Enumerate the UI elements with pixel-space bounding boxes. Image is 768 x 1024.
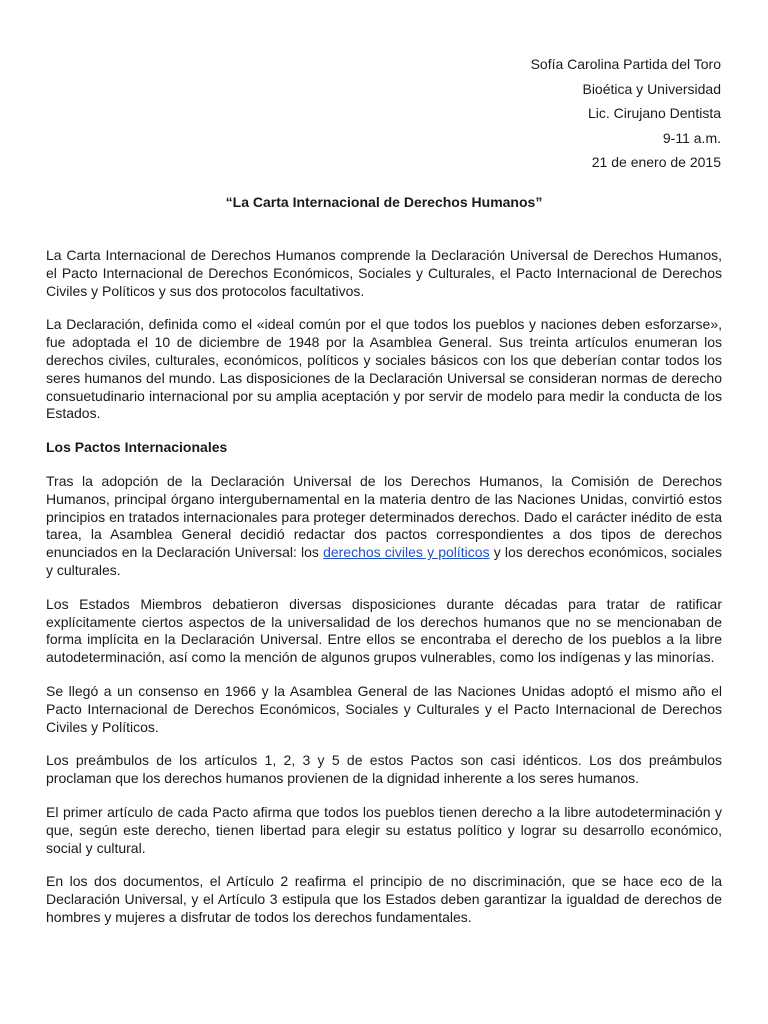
course-name: Bioética y Universidad [582,80,721,97]
document-title: “La Carta Internacional de Derechos Humanos” [225,194,543,210]
paragraph-article-two-three: En los dos documentos, el Artículo 2 reafirma el principio de no discriminación, que se hace eco de la Declaración Universal, y el Artículo 3 estipula que los Estados deben garantizar la igualdad de derechos de hombres y mujeres a disfrutar de todos los derechos fundamentales. [46,873,722,925]
program-name: Lic. Cirujano Dentista [587,105,721,121]
paragraph-member-states: Los Estados Miembros debatieron diversas disposiciones durante décadas para tratar de ratificar explícitamente ciertos aspectos de la universalidad de los derechos humanos que no se mencionaban de forma implícita en la Declaración Universal. Entre ellos se encontraba el derecho de los pueblos a la libre autodeterminación, así como la mención de algunos grupos vulnerables, como los indígenas y las minorías. [46,595,722,666]
paragraph-intro: La Carta Internacional de Derechos Humanos comprende la Declaración Universal de Derechos Humanos, el Pacto Internacional de Derechos Económicos, Sociales y Culturales, el Pacto Internacional de Derechos Civiles y Políticos y sus dos protocolos facultativos. [46,247,722,299]
document-date: 21 de enero de 2015 [591,154,721,170]
paragraph-first-article: El primer artículo de cada Pacto afirma que todos los pueblos tienen derecho a la libre autodeterminación y que, según este derecho, tienen libertad para elegir su estatus político y lograr su desarrollo económico, social y cultural. [46,803,722,856]
civil-political-rights-link[interactable]: derechos civiles y políticos [323,544,490,561]
paragraph-pacts [46,473,722,580]
paragraph-pacts-text-before: Tras la adopción de la Declaración Universal de los Derechos Humanos, la Comisión de Derechos Humanos, principal órgano intergubernamental en la materia dentro de las Naciones Unidas, convirtió estos principios en tratados internacionales para proteger determinados derechos. Dado el carácter inédito de esta tarea, la Asamblea General decidió redactar dos pactos correspondientes a dos tipos de derechos enunciados en la Declaración Universal: los [46,472,722,561]
document-body [46,247,722,943]
paragraph-consensus: Se llegó a un consenso en 1966 y la Asamblea General de las Naciones Unidas adoptó el mismo año el Pacto Internacional de Derechos Económicos, Sociales y Culturales y el Pacto Internacional de Derechos Civiles y Políticos. [46,682,722,735]
section-heading: Los Pactos Internacionales [46,439,228,456]
author-name: Sofía Carolina Partida del Toro [530,56,721,72]
paragraph-declaration: La Declaración, definida como el «ideal común por el que todos los pueblos y naciones deben esforzarse», fue adoptada el 10 de diciembre de 1948 por la Asamblea General. Sus treinta artículos enumeran los derechos civiles, culturales, económicos, políticos y sociales básicos con los que deberían contar todos los seres humanos del mundo. Las disposiciones de la Declaración Universal se consideran normas de derecho consuetudinario internacional por su amplia aceptación y por servir de modelo para medir la conducta de los Estados. [46,316,722,422]
paragraph-preambles: Los preámbulos de los artículos 1, 2, 3 y 5 de estos Pactos son casi idénticos. Los dos preámbulos proclaman que los derechos humanos provienen de la dignidad inherente a los seres humanos. [46,752,722,787]
class-schedule: 9-11 a.m. [662,129,721,146]
paragraph-pacts-text-after: y los derechos económicos, sociales y culturales. [46,544,723,578]
author-header [531,52,721,175]
